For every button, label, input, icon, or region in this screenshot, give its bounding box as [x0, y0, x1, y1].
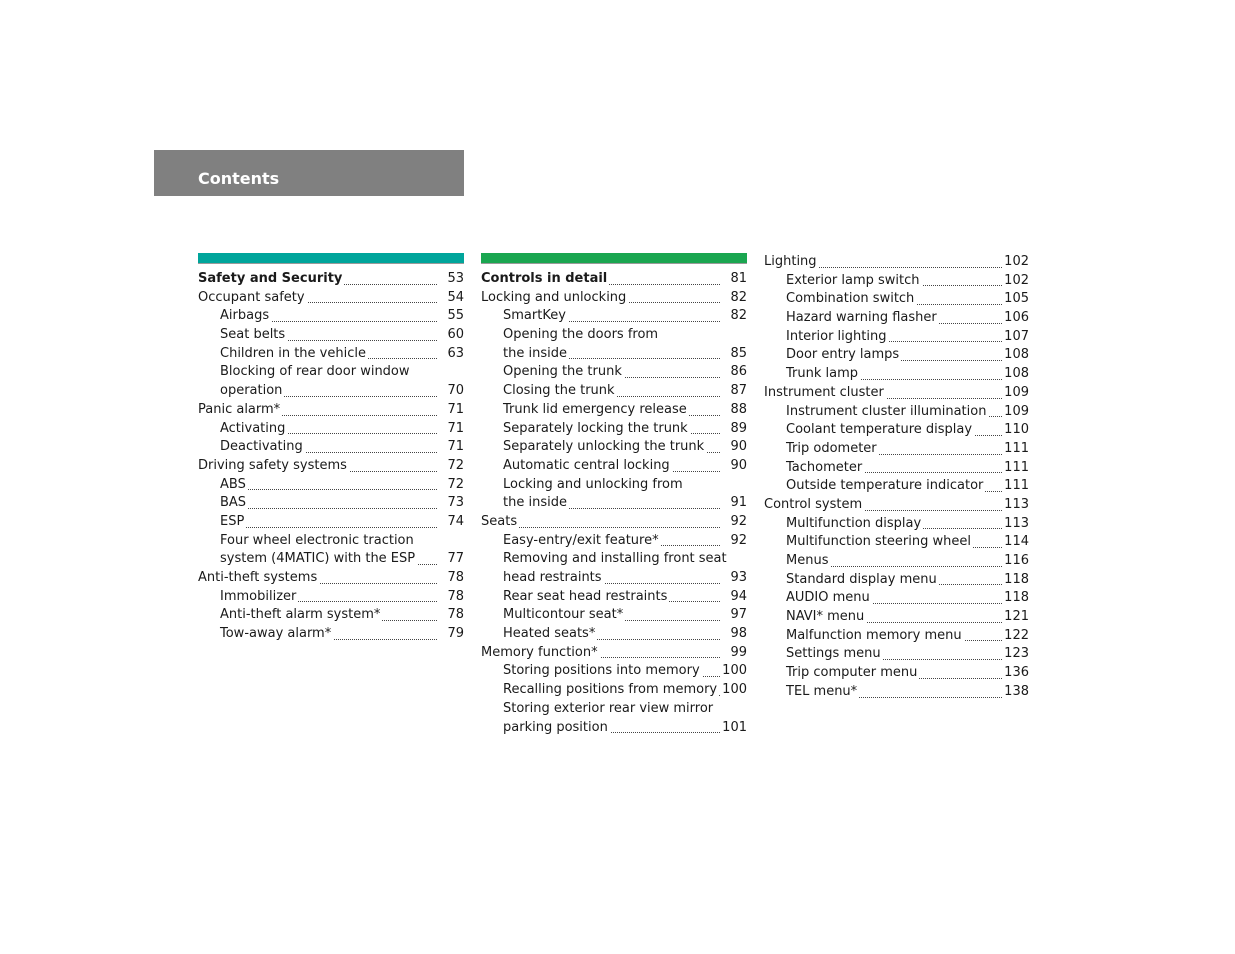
toc-entry-page: 116 [1002, 552, 1029, 571]
toc-entry-page: 55 [437, 307, 464, 326]
toc-entry-title: Driving safety systems [198, 457, 349, 476]
toc-entry[interactable] [481, 382, 747, 401]
toc-entry-page: 85 [720, 345, 747, 364]
toc-entry-title: Anti-theft alarm system* [220, 606, 382, 625]
toc-entry-page: 100 [720, 662, 747, 681]
toc-entry[interactable] [481, 457, 747, 476]
toc-entry-page: 72 [437, 476, 464, 495]
toc-entry-page: 101 [720, 719, 747, 738]
toc-entry-page: 92 [720, 532, 747, 551]
toc-entry[interactable] [764, 309, 1029, 328]
toc-list [764, 253, 1029, 702]
toc-entry[interactable] [764, 664, 1029, 683]
toc-entry-page: 77 [437, 550, 464, 569]
toc-entry-page: 86 [720, 363, 747, 382]
toc-entry-page: 98 [720, 625, 747, 644]
toc-entry-page: 110 [1002, 421, 1029, 440]
toc-entry-title: BAS [220, 494, 248, 513]
toc-entry-title: Multifunction steering wheel [786, 533, 973, 552]
toc-entry-page: 78 [437, 588, 464, 607]
toc-entry[interactable] [198, 606, 464, 625]
toc-entry-page: 122 [1002, 627, 1029, 646]
toc-entry-title: Recalling positions from memory [503, 681, 719, 700]
toc-entry[interactable] [198, 569, 464, 588]
toc-entry[interactable] [764, 384, 1029, 403]
toc-entry-title: Instrument cluster [764, 384, 886, 403]
toc-entry-page: 123 [1002, 645, 1029, 664]
contents-header [154, 150, 464, 196]
toc-entry-title: SmartKey [503, 307, 568, 326]
toc-entry-page: 111 [1002, 459, 1029, 478]
toc-entry-page: 88 [720, 401, 747, 420]
toc-entry[interactable] [764, 627, 1029, 646]
toc-entry-title: Panic alarm* [198, 401, 282, 420]
toc-entry-title: Tow-away alarm* [220, 625, 333, 644]
toc-entry-page: 114 [1002, 533, 1029, 552]
toc-entry[interactable] [764, 290, 1029, 309]
toc-entry[interactable] [198, 457, 464, 476]
toc-entry-page: 106 [1002, 309, 1029, 328]
toc-entry-page: 63 [437, 345, 464, 364]
toc-entry-title: Opening the trunk [503, 363, 624, 382]
toc-entry-page: 91 [720, 494, 747, 513]
toc-entry-page: 74 [437, 513, 464, 532]
toc-entry-page: 70 [437, 382, 464, 401]
toc-entry-title: Separately locking the trunk [503, 420, 690, 439]
toc-entry[interactable] [764, 253, 1029, 272]
toc-entry-page: 87 [720, 382, 747, 401]
toc-entry[interactable] [764, 403, 1029, 422]
toc-entry-title: Heated seats* [503, 625, 597, 644]
toc-list [198, 270, 464, 644]
toc-entry[interactable] [764, 440, 1029, 459]
toc-entry[interactable] [198, 382, 464, 401]
toc-entry-title: Instrument cluster illumination [786, 403, 988, 422]
toc-entry[interactable] [764, 272, 1029, 291]
toc-entry-title: Children in the vehicle [220, 345, 368, 364]
toc-entry-title: AUDIO menu [786, 589, 872, 608]
toc-entry-title: Separately unlocking the trunk [503, 438, 706, 457]
toc-entry[interactable] [481, 494, 747, 513]
toc-entry-page: 60 [437, 326, 464, 345]
toc-entry[interactable] [764, 533, 1029, 552]
toc-entry-title: system (4MATIC) with the ESP [220, 550, 417, 569]
toc-entry[interactable] [198, 363, 464, 382]
toc-entry-page: 121 [1002, 608, 1029, 627]
toc-entry[interactable] [198, 625, 464, 644]
toc-entry-title: Storing positions into memory [503, 662, 702, 681]
toc-entry-title: Combination switch [786, 290, 916, 309]
toc-entry-page: 78 [437, 606, 464, 625]
toc-entry-title: operation [220, 382, 284, 401]
toc-entry[interactable] [764, 683, 1029, 702]
toc-entry-title: Control system [764, 496, 864, 515]
toc-entry[interactable] [764, 571, 1029, 590]
toc-entry[interactable] [198, 588, 464, 607]
toc-entry-title: Menus [786, 552, 830, 571]
toc-entry[interactable] [198, 307, 464, 326]
toc-entry[interactable] [481, 401, 747, 420]
toc-entry-page: 78 [437, 569, 464, 588]
toc-entry-page: 82 [720, 307, 747, 326]
toc-entry[interactable] [198, 326, 464, 345]
toc-entry[interactable] [198, 345, 464, 364]
toc-entry-title: Malfunction memory menu [786, 627, 964, 646]
toc-entry[interactable] [764, 459, 1029, 478]
toc-entry-title: Trip odometer [786, 440, 879, 459]
toc-entry-title: Trunk lamp [786, 365, 860, 384]
toc-entry-title: Trunk lid emergency release [503, 401, 689, 420]
toc-entry[interactable] [481, 513, 747, 532]
toc-entry-page: 138 [1002, 683, 1029, 702]
toc-entry-page: 118 [1002, 589, 1029, 608]
toc-entry-title: parking position [503, 719, 610, 738]
toc-entry-title: ESP [220, 513, 246, 532]
toc-entry-title: Automatic central locking [503, 457, 672, 476]
toc-entry[interactable] [481, 307, 747, 326]
toc-entry[interactable] [481, 532, 747, 551]
toc-entry-title: Safety and Security [198, 270, 344, 289]
toc-entry-page: 118 [1002, 571, 1029, 590]
toc-entry[interactable] [764, 608, 1029, 627]
toc-entry-title: Deactivating [220, 438, 305, 457]
toc-entry[interactable] [764, 477, 1029, 496]
toc-entry[interactable] [198, 494, 464, 513]
toc-entry-title: TEL menu* [786, 683, 859, 702]
toc-entry-page: 90 [720, 438, 747, 457]
toc-entry[interactable] [764, 365, 1029, 384]
toc-entry[interactable] [481, 476, 747, 495]
toc-entry-title: Rear seat head restraints [503, 588, 669, 607]
toc-entry-title: Seat belts [220, 326, 287, 345]
toc-entry-page: 108 [1002, 365, 1029, 384]
toc-entry-title: Occupant safety [198, 289, 307, 308]
toc-entry[interactable] [198, 476, 464, 495]
toc-entry-title: Easy-entry/exit feature* [503, 532, 661, 551]
toc-entry-page: 53 [437, 270, 464, 289]
toc-entry-title: Activating [220, 420, 287, 439]
toc-entry[interactable] [481, 270, 747, 289]
toc-column-safety [198, 253, 464, 642]
toc-entry-page: 109 [1002, 384, 1029, 403]
toc-entry-title: Removing and installing front seat [503, 550, 729, 569]
toc-entry-page: 102 [1002, 253, 1029, 272]
toc-entry-title: NAVI* menu [786, 608, 866, 627]
toc-entry-title: Tachometer [786, 459, 864, 478]
page-title: Contents [198, 169, 280, 188]
toc-entry-page: 71 [437, 401, 464, 420]
toc-entry-title: Trip computer menu [786, 664, 919, 683]
toc-entry[interactable] [198, 270, 464, 289]
toc-entry[interactable] [198, 438, 464, 457]
toc-entry[interactable] [764, 421, 1029, 440]
toc-entry-title: ABS [220, 476, 248, 495]
toc-entry-page: 99 [720, 644, 747, 663]
toc-entry[interactable] [481, 625, 747, 644]
toc-entry[interactable] [481, 420, 747, 439]
toc-entry-title: Settings menu [786, 645, 883, 664]
toc-entry-page: 111 [1002, 477, 1029, 496]
toc-entry-title: Immobilizer [220, 588, 298, 607]
toc-entry[interactable] [481, 588, 747, 607]
toc-entry[interactable] [764, 496, 1029, 515]
toc-entry-page: 100 [720, 681, 747, 700]
toc-entry-title: Hazard warning flasher [786, 309, 939, 328]
toc-entry[interactable] [481, 569, 747, 588]
toc-entry-page: 102 [1002, 272, 1029, 291]
toc-entry-title: Outside temperature indicator [786, 477, 985, 496]
toc-entry-title: Locking and unlocking [481, 289, 628, 308]
toc-entry-title: Multicontour seat* [503, 606, 625, 625]
toc-entry-title: Controls in detail [481, 270, 609, 289]
toc-entry-title: Seats [481, 513, 519, 532]
toc-entry[interactable] [481, 719, 747, 738]
toc-entry-page: 92 [720, 513, 747, 532]
toc-entry-title: the inside [503, 494, 569, 513]
toc-entry-page: 72 [437, 457, 464, 476]
toc-entry[interactable] [481, 606, 747, 625]
toc-entry[interactable] [764, 515, 1029, 534]
toc-entry-title: head restraints [503, 569, 604, 588]
toc-entry-page: 109 [1002, 403, 1029, 422]
toc-entry-title: Closing the trunk [503, 382, 617, 401]
toc-entry[interactable] [764, 589, 1029, 608]
toc-entry-page: 107 [1002, 328, 1029, 347]
toc-entry-title: Blocking of rear door window [220, 363, 412, 382]
toc-entry[interactable] [481, 644, 747, 663]
toc-entry[interactable] [764, 645, 1029, 664]
toc-entry-page: 113 [1002, 496, 1029, 515]
toc-entry-page: 94 [720, 588, 747, 607]
toc-column-controls [481, 253, 747, 735]
toc-entry-page: 71 [437, 438, 464, 457]
toc-entry-title: the inside [503, 345, 569, 364]
toc-entry-page: 71 [437, 420, 464, 439]
toc-entry[interactable] [198, 401, 464, 420]
toc-entry-page: 89 [720, 420, 747, 439]
toc-entry-title: Lighting [764, 253, 819, 272]
toc-entry-title: Four wheel electronic traction [220, 532, 416, 551]
toc-entry-title: Interior lighting [786, 328, 888, 347]
toc-entry-page: 54 [437, 289, 464, 308]
section-color-bar [198, 253, 464, 264]
toc-entry[interactable] [481, 700, 747, 719]
toc-entry-title: Anti-theft systems [198, 569, 319, 588]
toc-entry-page: 73 [437, 494, 464, 513]
toc-entry-title: Opening the doors from [503, 326, 660, 345]
toc-entry-page: 113 [1002, 515, 1029, 534]
toc-entry[interactable] [481, 363, 747, 382]
toc-entry-page: 81 [720, 270, 747, 289]
toc-entry[interactable] [481, 345, 747, 364]
toc-entry[interactable] [198, 420, 464, 439]
toc-entry-title: Standard display menu [786, 571, 939, 590]
toc-entry-page: 97 [720, 606, 747, 625]
toc-entry[interactable] [481, 289, 747, 308]
toc-entry[interactable] [481, 662, 747, 681]
section-color-bar [481, 253, 747, 264]
toc-entry-title: Locking and unlocking from [503, 476, 685, 495]
toc-entry-page: 93 [720, 569, 747, 588]
toc-entry[interactable] [481, 681, 747, 700]
toc-entry-page: 111 [1002, 440, 1029, 459]
toc-entry[interactable] [764, 328, 1029, 347]
toc-entry[interactable] [198, 550, 464, 569]
toc-list [481, 270, 747, 737]
toc-entry-page: 108 [1002, 346, 1029, 365]
toc-entry-title: Coolant temperature display [786, 421, 974, 440]
toc-entry[interactable] [764, 346, 1029, 365]
toc-entry-title: Multifunction display [786, 515, 923, 534]
toc-entry[interactable] [198, 513, 464, 532]
toc-entry[interactable] [198, 289, 464, 308]
toc-entry[interactable] [481, 438, 747, 457]
toc-entry[interactable] [481, 550, 747, 569]
toc-entry-page: 136 [1002, 664, 1029, 683]
toc-entry-title: Airbags [220, 307, 271, 326]
toc-entry-title: Exterior lamp switch [786, 272, 922, 291]
toc-entry[interactable] [481, 326, 747, 345]
toc-entry-title: Door entry lamps [786, 346, 901, 365]
toc-entry-page: 90 [720, 457, 747, 476]
toc-entry-page: 82 [720, 289, 747, 308]
toc-entry-page: 105 [1002, 290, 1029, 309]
toc-entry[interactable] [198, 532, 464, 551]
toc-entry-page: 79 [437, 625, 464, 644]
toc-entry[interactable] [764, 552, 1029, 571]
toc-entry-title: Storing exterior rear view mirror [503, 700, 715, 719]
toc-entry-title: Memory function* [481, 644, 600, 663]
